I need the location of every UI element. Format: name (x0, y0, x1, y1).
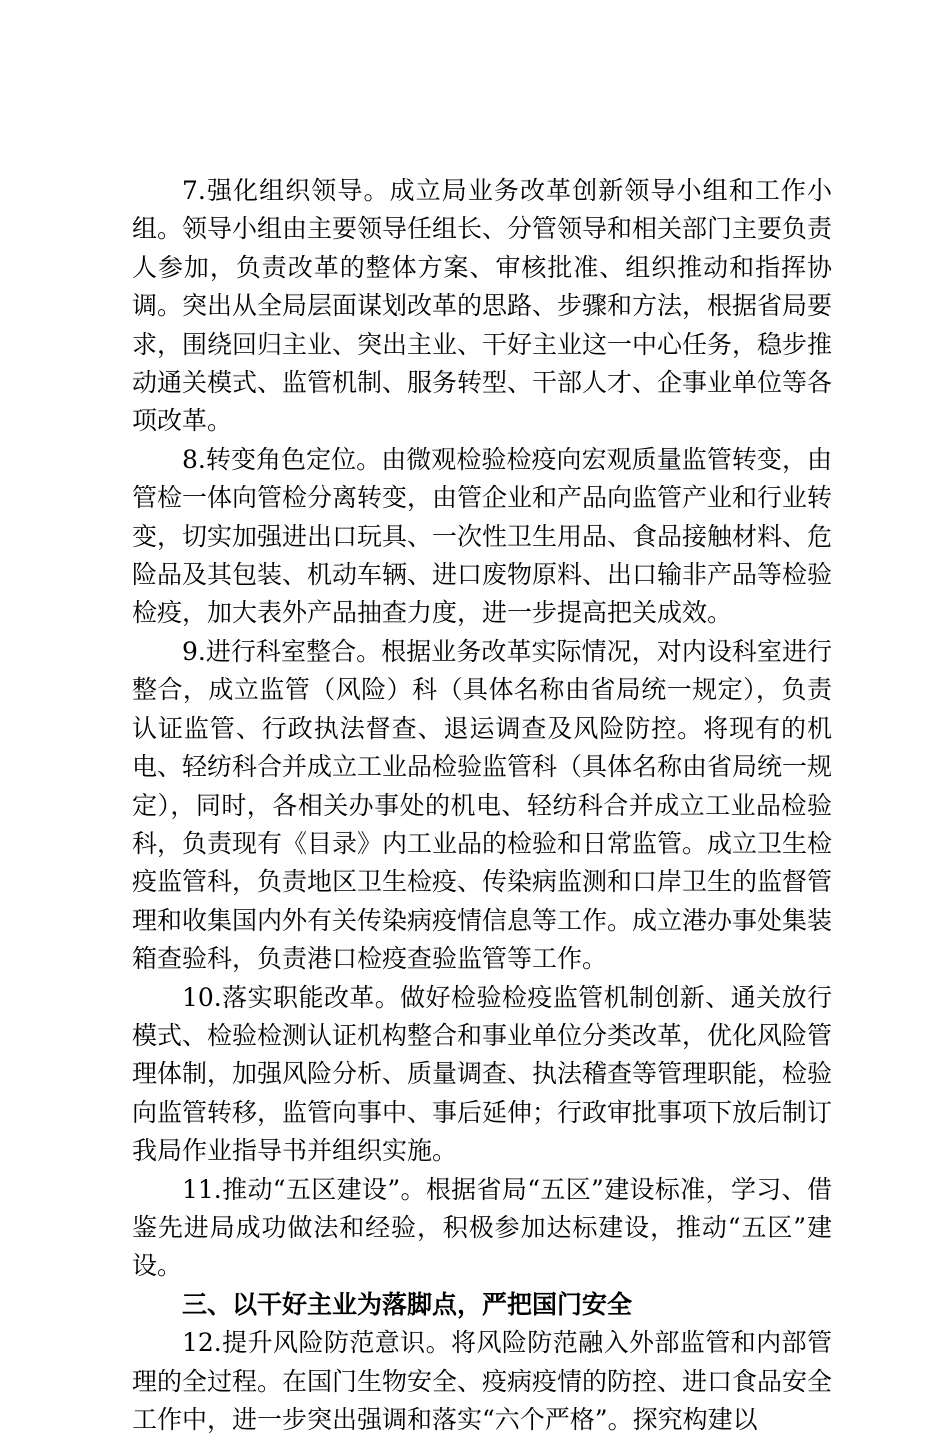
paragraph-11: 11.推动“五区建设”。根据省局“五区”建设标准，学习、借鉴先进局成功做法和经验，积极参加达标建设，推动“五区”建设。 (132, 1174, 832, 1281)
document-page (132, 172, 832, 1439)
paragraph-8: 8.转变角色定位。由微观检验检疫向宏观质量监管转变，由管检一体向管检分离转变，由管企业和产品向监管产业和行业转变，切实加强进出口玩具、一次性卫生用品、食品接触材料、危险品及其包装、机动车辆、进口废物原料、出口输非产品等检验检疫，加大表外产品抽查力度，进一步提高把关成效。 (132, 444, 833, 628)
paragraph-7: 7.强化组织领导。成立局业务改革创新领导小组和工作小组。领导小组由主要领导任组长、分管领导和相关部门主要负责人参加，负责改革的整体方案、审核批准、组织推动和指挥协调。突出从全局层面谋划改革的思路、步骤和方法，根据省局要求，围绕回归主业、突出主业、干好主业这一中心任务，稳步推动通关模式、监管机制、服务转型、干部人才、企事业单位等各项改革。 (132, 176, 833, 436)
paragraph-9: 9.进行科室整合。根据业务改革实际情况，对内设科室进行整合，成立监管（风险）科（具体名称由省局统一规定），负责认证监管、行政执法督查、退运调查及风险防控。将现有的机电、轻纺科合并成立工业品检验监管科（具体名称由省局统一规定），同时，各相关办事处的机电、轻纺科合并成立工业品检验科，负责现有《目录》内工业品的检验和日常监管。成立卫生检疫监管科，负责地区卫生检疫、传染病监测和口岸卫生的监督管理和收集国内外有关传染病疫情信息等工作。成立港办事处集装箱查验科，负责港口检疫查验监管等工作。 (132, 636, 833, 974)
paragraph-10: 10.落实职能改革。做好检验检疫监管机制创新、通关放行模式、检验检测认证机构整合和事业单位分类改革，优化风险管理体制，加强风险分析、质量调查、执法稽查等管理职能，检验向监管转移，监管向事中、事后延伸；行政审批事项下放后制订我局作业指导书并组织实施。 (132, 982, 833, 1166)
section-heading: 三、以干好主业为落脚点，严把国门安全 (182, 1289, 633, 1319)
paragraph-12: 12.提升风险防范意识。将风险防范融入外部监管和内部管理的全过程。在国门生物安全、疫病疫情的防控、进口食品安全工作中，进一步突出强调和落实“六个严格”。探究构建以 (132, 1328, 833, 1434)
